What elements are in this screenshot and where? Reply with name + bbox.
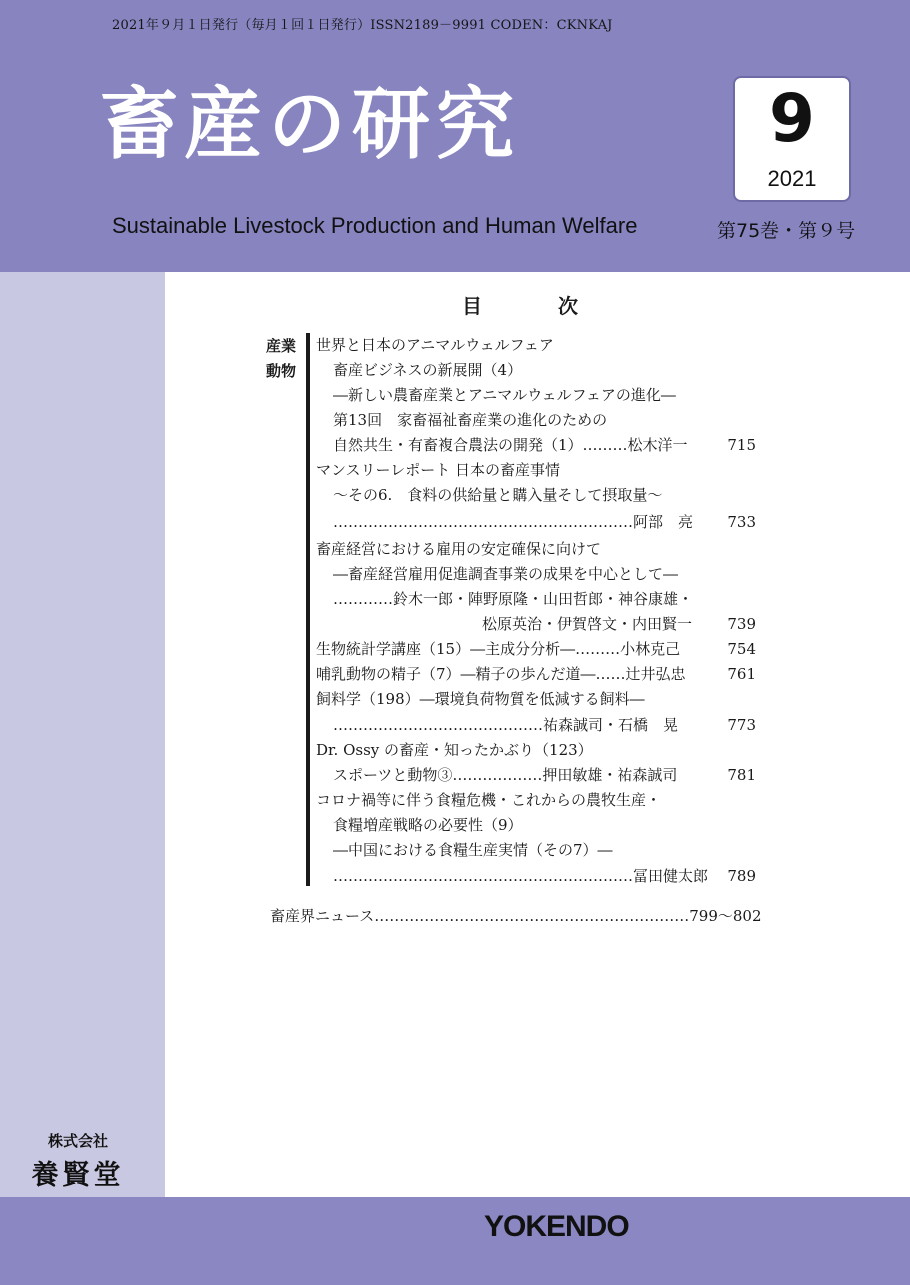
toc-heading: 目 次 <box>462 294 606 318</box>
toc-news-entry: 畜産界ニュース………………………………………………………799～802 <box>270 907 762 925</box>
toc-line: 第13回 家畜福祉畜産業の進化のための <box>333 411 608 429</box>
toc-page-number: 754 <box>727 640 756 658</box>
toc-line: 飼料学（198）―環境負荷物質を低減する飼料― <box>316 690 645 708</box>
toc-side-label-bottom: 動物 <box>266 362 297 380</box>
toc-line: 生物統計学講座（15）―主成分分析―………小林克己 <box>316 640 681 658</box>
journal-title: 畜産の研究 <box>100 80 521 170</box>
toc-line: 自然共生・有畜複合農法の開発（1）………松木洋一 <box>333 436 688 454</box>
toc-line: マンスリーレポート 日本の畜産事情 <box>316 461 561 479</box>
volume-label: 第75巻・第９号 <box>717 220 856 242</box>
left-sidebar <box>0 272 165 1197</box>
issue-year: 2021 <box>767 166 817 191</box>
publisher-name: 養賢堂 <box>31 1160 125 1191</box>
toc-line: 世界と日本のアニマルウェルフェア <box>316 336 554 354</box>
toc-line: ……………………………………………………冨田健太郎 <box>333 867 709 885</box>
publication-info: 2021年９月１日発行（毎月１回１日発行）ISSN2189－9991 CODEN：CKNKAJ <box>112 18 613 33</box>
toc-line: スポーツと動物③………………押田敏雄・祐森誠司 <box>333 766 678 784</box>
toc-line: 哺乳動物の精子（7）―精子の歩んだ道―……辻井弘忠 <box>316 665 686 683</box>
toc-vertical-rule <box>306 333 310 886</box>
toc-line: 畜産ビジネスの新展開（4） <box>333 361 523 379</box>
publisher-logo: YOKENDO <box>484 1210 629 1243</box>
toc-page-number: 733 <box>727 513 756 531</box>
toc-side-label-top: 産業 <box>266 337 297 355</box>
toc-line: 畜産経営における雇用の安定確保に向けて <box>316 540 602 558</box>
toc-page-number: 739 <box>727 615 756 633</box>
toc-page-number: 781 <box>727 766 756 784</box>
publisher-kind: 株式会社 <box>47 1132 108 1150</box>
toc-line: Dr. Ossy の畜産・知ったかぶり（123） <box>316 741 593 759</box>
toc-page-number: 715 <box>727 436 756 454</box>
toc-line: コロナ禍等に伴う食糧危機・これからの農牧生産・ <box>316 791 662 809</box>
toc-page-number: 761 <box>727 665 756 683</box>
cover-header <box>0 0 910 272</box>
toc-line: ―新しい農畜産業とアニマルウェルフェアの進化― <box>333 386 676 404</box>
issue-number: 9 <box>769 80 815 157</box>
toc-line: 松原英治・伊賀啓文・内田賢一 <box>482 615 693 633</box>
toc-line: ―中国における食糧生産実情（その7）― <box>333 841 613 859</box>
journal-subtitle: Sustainable Livestock Production and Human Welfare <box>112 213 638 238</box>
publisher-block <box>18 1130 138 1192</box>
toc-line: ……………………………………………………阿部 亮 <box>333 513 694 531</box>
toc-line: ―畜産経営雇用促進調査事業の成果を中心として― <box>333 565 679 583</box>
toc-line: …………鈴木一郎・陣野原隆・山田哲郎・神谷康雄・ <box>333 590 694 608</box>
toc-page-number: 789 <box>727 867 756 885</box>
toc-line: ……………………………………祐森誠司・石橋 晃 <box>333 716 679 734</box>
issue-box <box>733 76 851 202</box>
cover-footer <box>0 1197 910 1285</box>
toc-line: ～その6. 食料の供給量と購入量そして摂取量～ <box>333 486 663 504</box>
toc-page-number: 773 <box>727 716 756 734</box>
toc-line: 食糧増産戦略の必要性（9） <box>333 816 523 834</box>
